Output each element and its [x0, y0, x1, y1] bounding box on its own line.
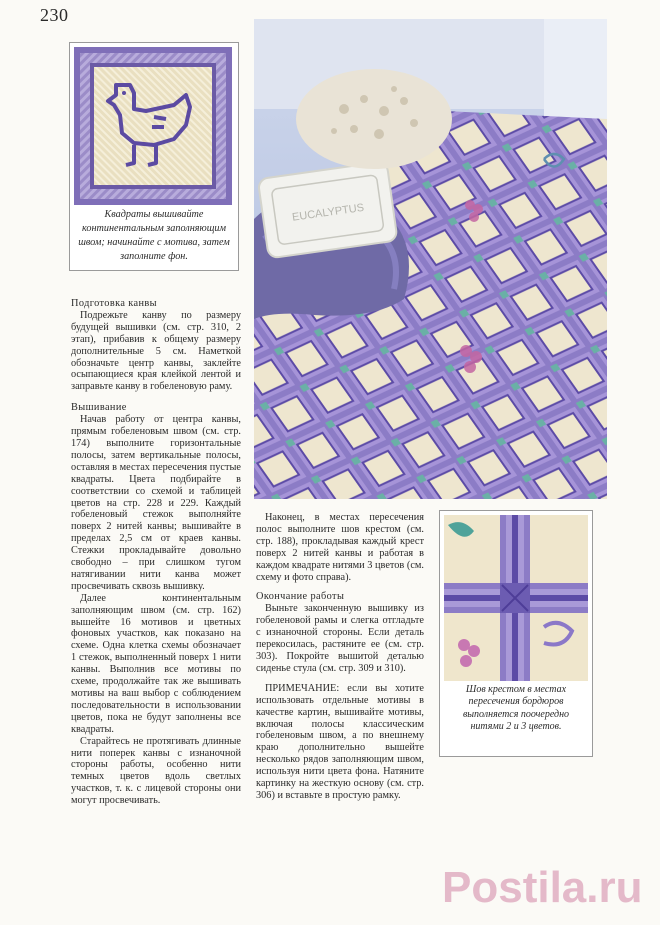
- paragraph: Далее континентальным заполняющим швом (см. стр. 162) вышейте 16 мотивов и цветных фоновых участков, как показано на схеме. Одна клетка схемы обозначает 1 стежок, выполненный поверх 1 нити канвы. Выполнив все мотивы по схеме, продолжайте так же вышивать мотивы на ваш выбор с соблюдением последовательности в использовании цветов, пока не будут заполнены все квадраты.: [71, 592, 241, 735]
- section-heading-canvas-prep: Подготовка канвы: [71, 298, 157, 309]
- paragraph: Наконец, в местах пересечения полос выполните шов крестом (см. стр. 188), прокладывая каждый крест поверх 2 нитей канвы и работая в каждом квадрате нитями 3 цветов (см. схему и фото справа).: [256, 512, 424, 583]
- soap-label: EUCALYPTUS: [291, 201, 365, 224]
- detail-caption: Шов крестом в местах пересечения бордюров выполняется поочередно нитями 2 и 3 цветов.: [462, 684, 570, 733]
- needlepoint-swatch-image: [74, 47, 232, 205]
- cross-stitch-detail-image: [444, 515, 588, 681]
- detail-figure: [439, 510, 593, 757]
- watermark-logo: [440, 858, 652, 918]
- main-photo: [254, 19, 607, 499]
- section-heading-finishing: Окончание работы: [256, 591, 345, 603]
- paragraph: Старайтесь не протягивать длинные нити поперек канвы с изнаночной стороны работы, особенно нити темных цветов вдоль светлых участков, т. к. с лицевой стороны они могут просвечивать.: [71, 735, 241, 807]
- paragraph: Выньте законченную вышивку из гобеленовой рамы и слегка отгладьте с изнаночной стороны. Если деталь перекосилась, растяните ее (см. стр. 303). Покройте вышитой деталью сиденье стула (см. стр. 309 и 310).: [256, 603, 424, 674]
- swatch-caption: Квадраты вышивайте континентальным заполняющим швом; начинайте с мотива, затем заполните фон.: [78, 209, 230, 262]
- watermark-text: Postila.ru: [442, 863, 643, 912]
- paragraph: Начав работу от центра канвы, прямым гобеленовым швом (см. стр. 174) выполните горизонтальные полосы, затем вертикальные полосы, оставляя в местах пересечения пустые квадраты. Цвета подбирайте в соответствии со схемой и таблицей цветов на стр. 228 и 229. Каждый гобеленовый стежок выполняйте поверх 2 нитей канвы; вышивайте в пределах 2,5 см от краев канвы. Стежки прокладывайте довольно свободно – при слишком тугом натягивании нити канва может просвечивать сквозь вышивку.: [71, 414, 241, 592]
- note-paragraph: ПРИМЕЧАНИЕ: если вы хотите использовать отдельные мотивы в качестве картин, вышивайте мотивы, включая полосы классическим гобеленовым швом, а по внешнему краю дополнительно вышейте несколько рядов заполняющим швом, используя нити цвета фона. Натяните картинку на жесткую основу (см. стр. 306) и вставьте в простую рамку.: [256, 682, 424, 801]
- paragraph: Подрежьте канву по размеру будущей вышивки (см. стр. 310, 2 этап), прибавив к общему размеру дополнительные 5 см. Наметкой обозначьте центр канвы, заклейте осыпающиеся края клейкой лентой и заправьте канву в гобеленовую раму.: [71, 309, 241, 393]
- swatch-figure: [69, 42, 239, 271]
- right-text-column: [256, 512, 424, 802]
- left-text-column: [71, 298, 241, 807]
- page-number: 230: [40, 5, 69, 25]
- cushion-photo-image: [254, 19, 607, 499]
- section-heading-embroidery: Вышивание: [71, 402, 127, 414]
